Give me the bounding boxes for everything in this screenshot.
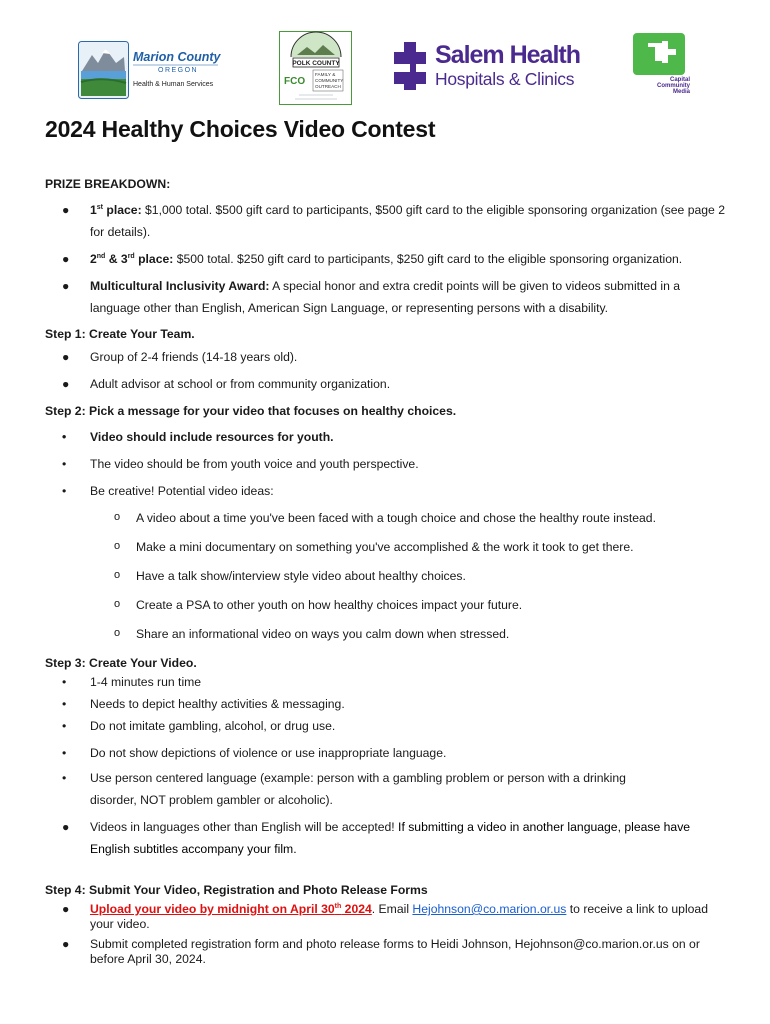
submit-instructions: ● Submit completed registration form and photo release forms to Heidi Johnson, Hejohnson@co.marion.or.us on or before April 30, 2024. [62,937,700,966]
upload-instructions: ● Upload your video by midnight on April 30th 2024. Email Hejohnson@co.marion.or.us to receive a link to upload your video. [62,902,708,931]
bullet-icon: ● [62,252,70,266]
circle-bullet-icon: o [114,627,121,639]
capital-community-media-logo [633,33,691,95]
svg-text:FCO: FCO [284,76,306,87]
svg-text:OUTREACH: OUTREACH [315,84,341,89]
list-item: ● Group of 2-4 friends (14-18 years old). [62,350,298,364]
list-item: • 1-4 minutes run time [62,675,202,689]
idea-item: o Have a talk show/interview style video about healthy choices. [114,569,466,583]
step1-heading: Step 1: Create Your Team. [45,327,195,341]
bullet-icon: • [62,484,67,498]
step3-heading: Step 3: Create Your Video. [45,656,197,670]
bullet-icon: ● [62,820,70,834]
step2-heading: Step 2: Pick a message for your video that focuses on healthy choices. [45,404,457,418]
bullet-icon: ● [62,203,70,217]
idea-item: o Create a PSA to other youth on how healthy choices impact your future. [114,598,523,612]
svg-text:OREGON: OREGON [158,67,199,74]
bullet-icon: • [62,746,67,760]
svg-text:POLK COUNTY: POLK COUNTY [292,60,340,67]
bullet-icon: • [62,430,67,444]
upload-deadline-link[interactable]: Upload your video by midnight on April 30th 2024 [90,902,372,916]
circle-bullet-icon: o [114,511,121,523]
list-item: • Be creative! Potential video ideas: [62,484,274,498]
bullet-icon: • [62,771,67,785]
svg-text:FAMILY &: FAMILY & [315,72,336,77]
marion-county-logo [78,41,221,99]
bullet-icon: ● [62,350,70,364]
svg-text:Media: Media [672,89,690,95]
svg-text:Community: Community [657,83,690,89]
prize-heading: PRIZE BREAKDOWN: [45,177,171,191]
circle-bullet-icon: o [114,598,121,610]
page-title: 2024 Healthy Choices Video Contest [45,116,436,142]
list-item: ● Videos in languages other than English will be accepted! If submitting a video in another language, please have English subtitles accompany your film. [45,816,730,860]
svg-text:Salem Health: Salem Health [435,41,581,69]
multicultural-label: Multicultural Inclusivity Award: [90,279,270,293]
svg-text:Capital: Capital [669,77,690,83]
bullet-icon: • [62,697,67,711]
bullet-icon: ● [62,937,70,951]
idea-item: o Share an informational video on ways you calm down when stressed. [114,627,510,641]
list-item: • Do not imitate gambling, alcohol, or drug use. [62,719,336,733]
logo-bar [0,0,770,110]
salem-health-logo [391,40,588,90]
prize-multicultural: ● Multicultural Inclusivity Award: A special honor and extra credit points will be given to videos submitted in a language other than English, American Sign Language, or representing persons with a disability. [45,275,730,319]
svg-text:COMMUNITY: COMMUNITY [315,78,344,83]
idea-item: o A video about a time you've been faced with a tough choice and chose the healthy route instead. [114,511,656,525]
list-item: • Use person centered language (example: person with a gambling problem or person with a drinking disorder, NOT problem gambler or alcoholic). [45,767,730,811]
second-third-label: 2nd & 3rd place: [90,252,174,266]
bullet-icon: • [62,719,67,733]
step4-heading: Step 4: Submit Your Video, Registration and Photo Release Forms [45,883,428,897]
document-body [45,174,730,967]
svg-text:Health & Human Services: Health & Human Services [133,81,214,88]
list-item: • Needs to depict healthy activities & messaging. [62,697,345,711]
first-place-label: 1st place: [90,203,142,217]
bullet-icon: ● [62,902,70,916]
list-item: • Video should include resources for youth. [62,430,334,444]
polk-county-fco-logo [279,31,352,105]
svg-text:Hospitals & Clinics: Hospitals & Clinics [435,69,575,89]
idea-item: o Make a mini documentary on something you've accomplished & the work it took to get there. [114,540,634,554]
list-item: • The video should be from youth voice and youth perspective. [62,457,419,471]
bullet-icon: ● [62,377,70,391]
list-item: • Do not show depictions of violence or use inappropriate language. [62,746,447,760]
prize-first-place: ● 1st place: $1,000 total. $500 gift card to participants, $500 gift card to the eligible sponsoring organization (see page 2 for details). [45,199,730,243]
svg-text:Marion County: Marion County [133,50,221,64]
bullet-icon: ● [62,279,70,293]
prize-second-third-place: ● 2nd & 3rd place: $500 total. $250 gift card to participants, $250 gift card to the eligible sponsoring organization. [45,248,730,270]
circle-bullet-icon: o [114,540,121,552]
list-item: ● Adult advisor at school or from community organization. [62,377,391,391]
bullet-icon: • [62,675,67,689]
circle-bullet-icon: o [114,569,121,581]
email-link[interactable]: Hejohnson@co.marion.or.us [412,902,567,916]
bullet-icon: • [62,457,67,471]
